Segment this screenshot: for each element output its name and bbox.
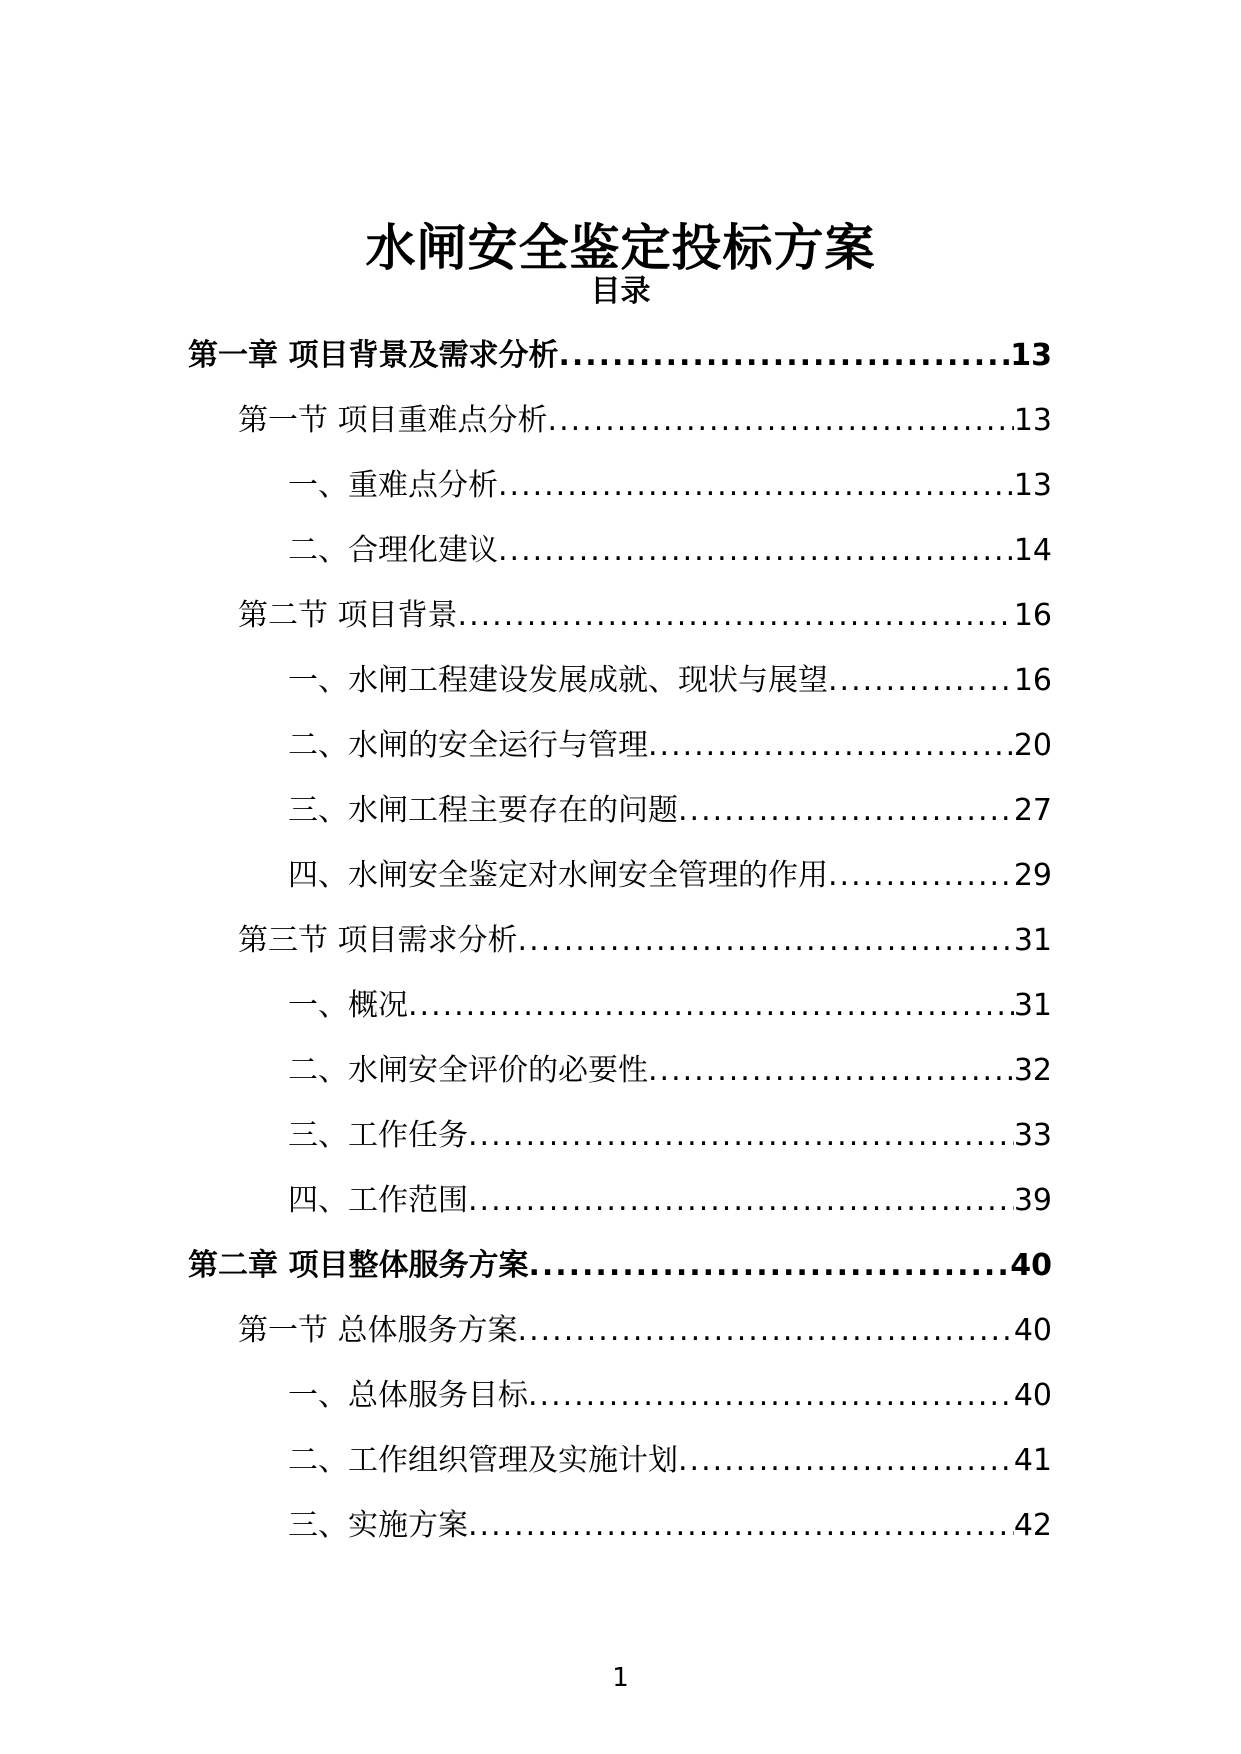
toc-dot-leader: [498, 529, 1014, 573]
toc-entry-page: 29: [1013, 858, 1052, 893]
toc-entry-label: 第一节 总体服务方案: [238, 1313, 518, 1348]
toc-entry-item[interactable]: [0, 1439, 1052, 1504]
toc-entry-item[interactable]: [0, 1374, 1052, 1439]
toc-entry-item[interactable]: [0, 984, 1052, 1049]
toc-entry-label: 四、工作范围: [288, 1183, 468, 1218]
toc-dot-leader: [548, 399, 1014, 443]
toc-dot-leader: [528, 1244, 1010, 1288]
toc-dot-leader: [518, 919, 1014, 963]
toc-entry-label: 第一节 项目重难点分析: [238, 403, 548, 438]
toc-entry-label: 四、水闸安全鉴定对水闸安全管理的作用: [288, 858, 828, 893]
toc-entry-label: 一、总体服务目标: [288, 1378, 528, 1413]
toc-entry-label: 一、概况: [288, 988, 408, 1023]
toc-entry-page: 13: [1013, 403, 1052, 438]
toc-entry-label: 二、水闸安全评价的必要性: [288, 1053, 648, 1088]
toc-dot-leader: [828, 659, 1014, 703]
toc-entry-label: 二、合理化建议: [288, 533, 498, 568]
toc-dot-leader: [518, 1309, 1014, 1353]
toc-dot-leader: [678, 1439, 1014, 1483]
toc-dot-leader: [648, 724, 1014, 768]
toc-entry-label: 三、实施方案: [288, 1508, 468, 1543]
toc-entry-item[interactable]: [0, 1504, 1052, 1569]
toc-entry-item[interactable]: [0, 464, 1052, 529]
toc-dot-leader: [528, 1374, 1014, 1418]
toc-dot-leader: [828, 854, 1014, 898]
toc-entry-label: 第二节 项目背景: [238, 598, 458, 633]
toc-entry-chapter[interactable]: [0, 1244, 1052, 1309]
toc-dot-leader: [468, 1179, 1014, 1223]
toc-entry-label: 第三节 项目需求分析: [238, 923, 518, 958]
toc-entry-label: 一、水闸工程建设发展成就、现状与展望: [288, 663, 828, 698]
toc-dot-leader: [458, 594, 1014, 638]
toc-entry-page: 27: [1013, 793, 1052, 828]
toc-entry-label: 三、水闸工程主要存在的问题: [288, 793, 678, 828]
toc-entry-item[interactable]: [0, 1114, 1052, 1179]
toc-entry-page: 40: [1010, 1248, 1052, 1283]
toc-dot-leader: [468, 1504, 1014, 1548]
toc-entry-item[interactable]: [0, 529, 1052, 594]
toc-entry-item[interactable]: [0, 1049, 1052, 1114]
document-title: 水闸安全鉴定投标方案: [365, 218, 876, 277]
toc-entry-page: 13: [1010, 338, 1052, 373]
toc-dot-leader: [408, 984, 1014, 1028]
toc-entry-page: 14: [1013, 533, 1052, 568]
toc-entry-item[interactable]: [0, 789, 1052, 854]
toc-entry-page: 16: [1013, 598, 1052, 633]
toc-entry-label: 一、重难点分析: [288, 468, 498, 503]
toc-entry-chapter[interactable]: [0, 334, 1052, 399]
toc-dot-leader: [498, 464, 1014, 508]
toc-entry-label: 第一章 项目背景及需求分析: [188, 338, 559, 373]
toc-dot-leader: [648, 1049, 1014, 1093]
toc-entry-item[interactable]: [0, 1179, 1052, 1244]
toc-entry-page: 20: [1013, 728, 1052, 763]
toc-entry-page: 31: [1013, 923, 1052, 958]
toc-entry-section[interactable]: [0, 1309, 1052, 1374]
toc-entry-page: 39: [1013, 1183, 1052, 1218]
toc-entry-page: 31: [1013, 988, 1052, 1023]
toc-entry-page: 33: [1013, 1118, 1052, 1153]
toc-heading: 目录: [590, 274, 651, 309]
toc-dot-leader: [558, 334, 1010, 378]
toc-entry-item[interactable]: [0, 724, 1052, 789]
toc-entry-page: 41: [1013, 1443, 1052, 1478]
toc-entry-page: 13: [1013, 468, 1052, 503]
toc-entry-item[interactable]: [0, 659, 1052, 724]
toc-entry-page: 40: [1013, 1378, 1052, 1413]
toc-entry-item[interactable]: [0, 854, 1052, 919]
toc-entry-page: 16: [1013, 663, 1052, 698]
page-number: 1: [612, 1663, 629, 1693]
toc-entry-section[interactable]: [0, 399, 1052, 464]
toc-entry-label: 二、工作组织管理及实施计划: [288, 1443, 678, 1478]
toc-entry-label: 三、工作任务: [288, 1118, 468, 1153]
toc-entry-section[interactable]: [0, 594, 1052, 659]
toc-entry-page: 40: [1013, 1313, 1052, 1348]
table-of-contents: [0, 334, 1241, 1569]
toc-entry-label: 第二章 项目整体服务方案: [188, 1248, 529, 1283]
toc-dot-leader: [468, 1114, 1014, 1158]
toc-entry-label: 二、水闸的安全运行与管理: [288, 728, 648, 763]
toc-entry-section[interactable]: [0, 919, 1052, 984]
toc-dot-leader: [678, 789, 1014, 833]
toc-entry-page: 42: [1013, 1508, 1052, 1543]
toc-entry-page: 32: [1013, 1053, 1052, 1088]
